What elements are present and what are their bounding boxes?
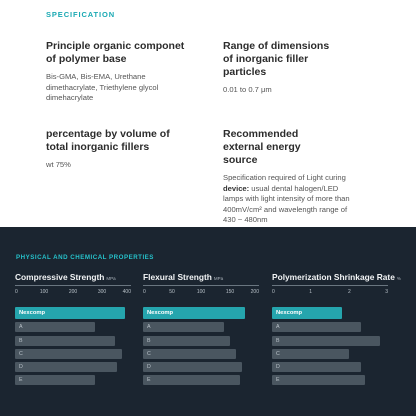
- tick-label: 1: [309, 289, 313, 295]
- bar-b: [272, 336, 380, 346]
- chart-unit: MPa: [106, 276, 116, 281]
- bar-label: E: [19, 377, 23, 383]
- bar-nexcomp: [143, 307, 245, 319]
- bar-nexcomp: [272, 307, 342, 319]
- chart-unit: MPa: [213, 276, 224, 281]
- chart-rule: [143, 285, 259, 286]
- bar-b: [143, 336, 230, 346]
- bar-label: D: [19, 364, 23, 370]
- tick-label: 50: [169, 289, 175, 295]
- bar-label: Nexcomp: [147, 310, 174, 316]
- chart-ticks: [15, 289, 131, 297]
- physical-properties-section: [0, 227, 416, 416]
- tick-label: 200: [68, 289, 78, 295]
- spec-item-filler-dimensions: [223, 40, 373, 96]
- specification-title: SPECIFICATION: [46, 10, 116, 19]
- physical-title: PHYSICAL AND CHEMICAL PROPERTIES: [16, 254, 154, 261]
- bar-label: B: [19, 338, 23, 344]
- bar-a: [15, 322, 95, 332]
- spec-heading: Recommended external energy source: [223, 128, 301, 166]
- chart-title-text: Compressive Strength: [15, 272, 105, 282]
- flexural-strength-chart: [143, 272, 259, 383]
- chart-title: [15, 272, 131, 282]
- bar-d: [143, 362, 242, 372]
- bar-a: [143, 322, 224, 332]
- tick-label: 150: [225, 289, 235, 295]
- spec-heading: Range of dimensions of inorganic filler particles: [223, 40, 330, 78]
- bar-c: [272, 349, 349, 359]
- spec-value: wt 75%: [46, 160, 71, 169]
- tick-label: 100: [39, 289, 49, 295]
- tick-label: 3: [385, 289, 388, 295]
- spec-item-energy-source: [223, 128, 373, 226]
- bar-label: C: [147, 351, 151, 357]
- bar-label: D: [147, 364, 151, 370]
- compressive-strength-chart: [15, 272, 131, 383]
- tick-label: 300: [97, 289, 107, 295]
- bar-label: E: [276, 377, 280, 383]
- chart-unit: %: [396, 276, 401, 281]
- bar-d: [15, 362, 117, 372]
- spec-heading: percentage by volume of total inorganic fillers: [46, 128, 170, 153]
- chart-title: [143, 272, 259, 282]
- bar-label: C: [19, 351, 23, 357]
- tick-label: 2: [347, 289, 351, 295]
- spec-item-organic-component: [46, 40, 196, 104]
- spec-value-prefix: Specification required of Light curing: [223, 173, 346, 182]
- bar-label: A: [147, 324, 151, 330]
- polymerization-shrinkage-chart: [272, 272, 401, 383]
- bar-nexcomp: [15, 307, 125, 319]
- spec-value: Bis-GMA, Bis-EMA, Urethane dimethacrylate, Triethylene glycol dimehacrylate: [46, 72, 159, 103]
- tick-label: 200: [250, 289, 259, 295]
- bar-label: Nexcomp: [19, 310, 46, 316]
- bar-label: A: [276, 324, 280, 330]
- bar-label: D: [276, 364, 280, 370]
- bar-label: E: [147, 377, 151, 383]
- bar-label: C: [276, 351, 280, 357]
- spec-item-filler-volume: [46, 128, 196, 171]
- chart-ticks: [143, 289, 259, 297]
- bar-c: [143, 349, 236, 359]
- chart-title: [272, 272, 401, 282]
- tick-label: 0: [15, 289, 18, 295]
- bar-label: Nexcomp: [276, 310, 303, 316]
- bar-c: [15, 349, 122, 359]
- chart-rule: [272, 285, 388, 286]
- spec-heading: Principle organic componet of polymer base: [46, 40, 185, 65]
- bar-e: [143, 375, 240, 385]
- bar-d: [272, 362, 361, 372]
- bar-a: [272, 322, 361, 332]
- bar-label: B: [276, 338, 280, 344]
- bar-label: A: [19, 324, 23, 330]
- spec-value-bold: device:: [223, 183, 250, 193]
- bar-label: B: [147, 338, 151, 344]
- chart-title-text: Polymerization Shrinkage Rate: [272, 272, 395, 282]
- tick-label: 400: [122, 289, 131, 295]
- bar-e: [272, 375, 365, 385]
- tick-label: 0: [143, 289, 146, 295]
- tick-label: 0: [272, 289, 275, 295]
- tick-label: 100: [196, 289, 206, 295]
- chart-rule: [15, 285, 131, 286]
- bar-e: [15, 375, 95, 385]
- spec-value-suffix: usual dental halogen/LED lamps with light intensity of more than 400mV/cm² and wavelength range of 430 ~ 480nm: [223, 183, 350, 225]
- chart-ticks: [272, 289, 388, 297]
- spec-value: [223, 173, 351, 226]
- spec-value: 0.01 to 0.7 μm: [223, 85, 272, 94]
- chart-title-text: Flexural Strength: [143, 272, 212, 282]
- bar-b: [15, 336, 115, 346]
